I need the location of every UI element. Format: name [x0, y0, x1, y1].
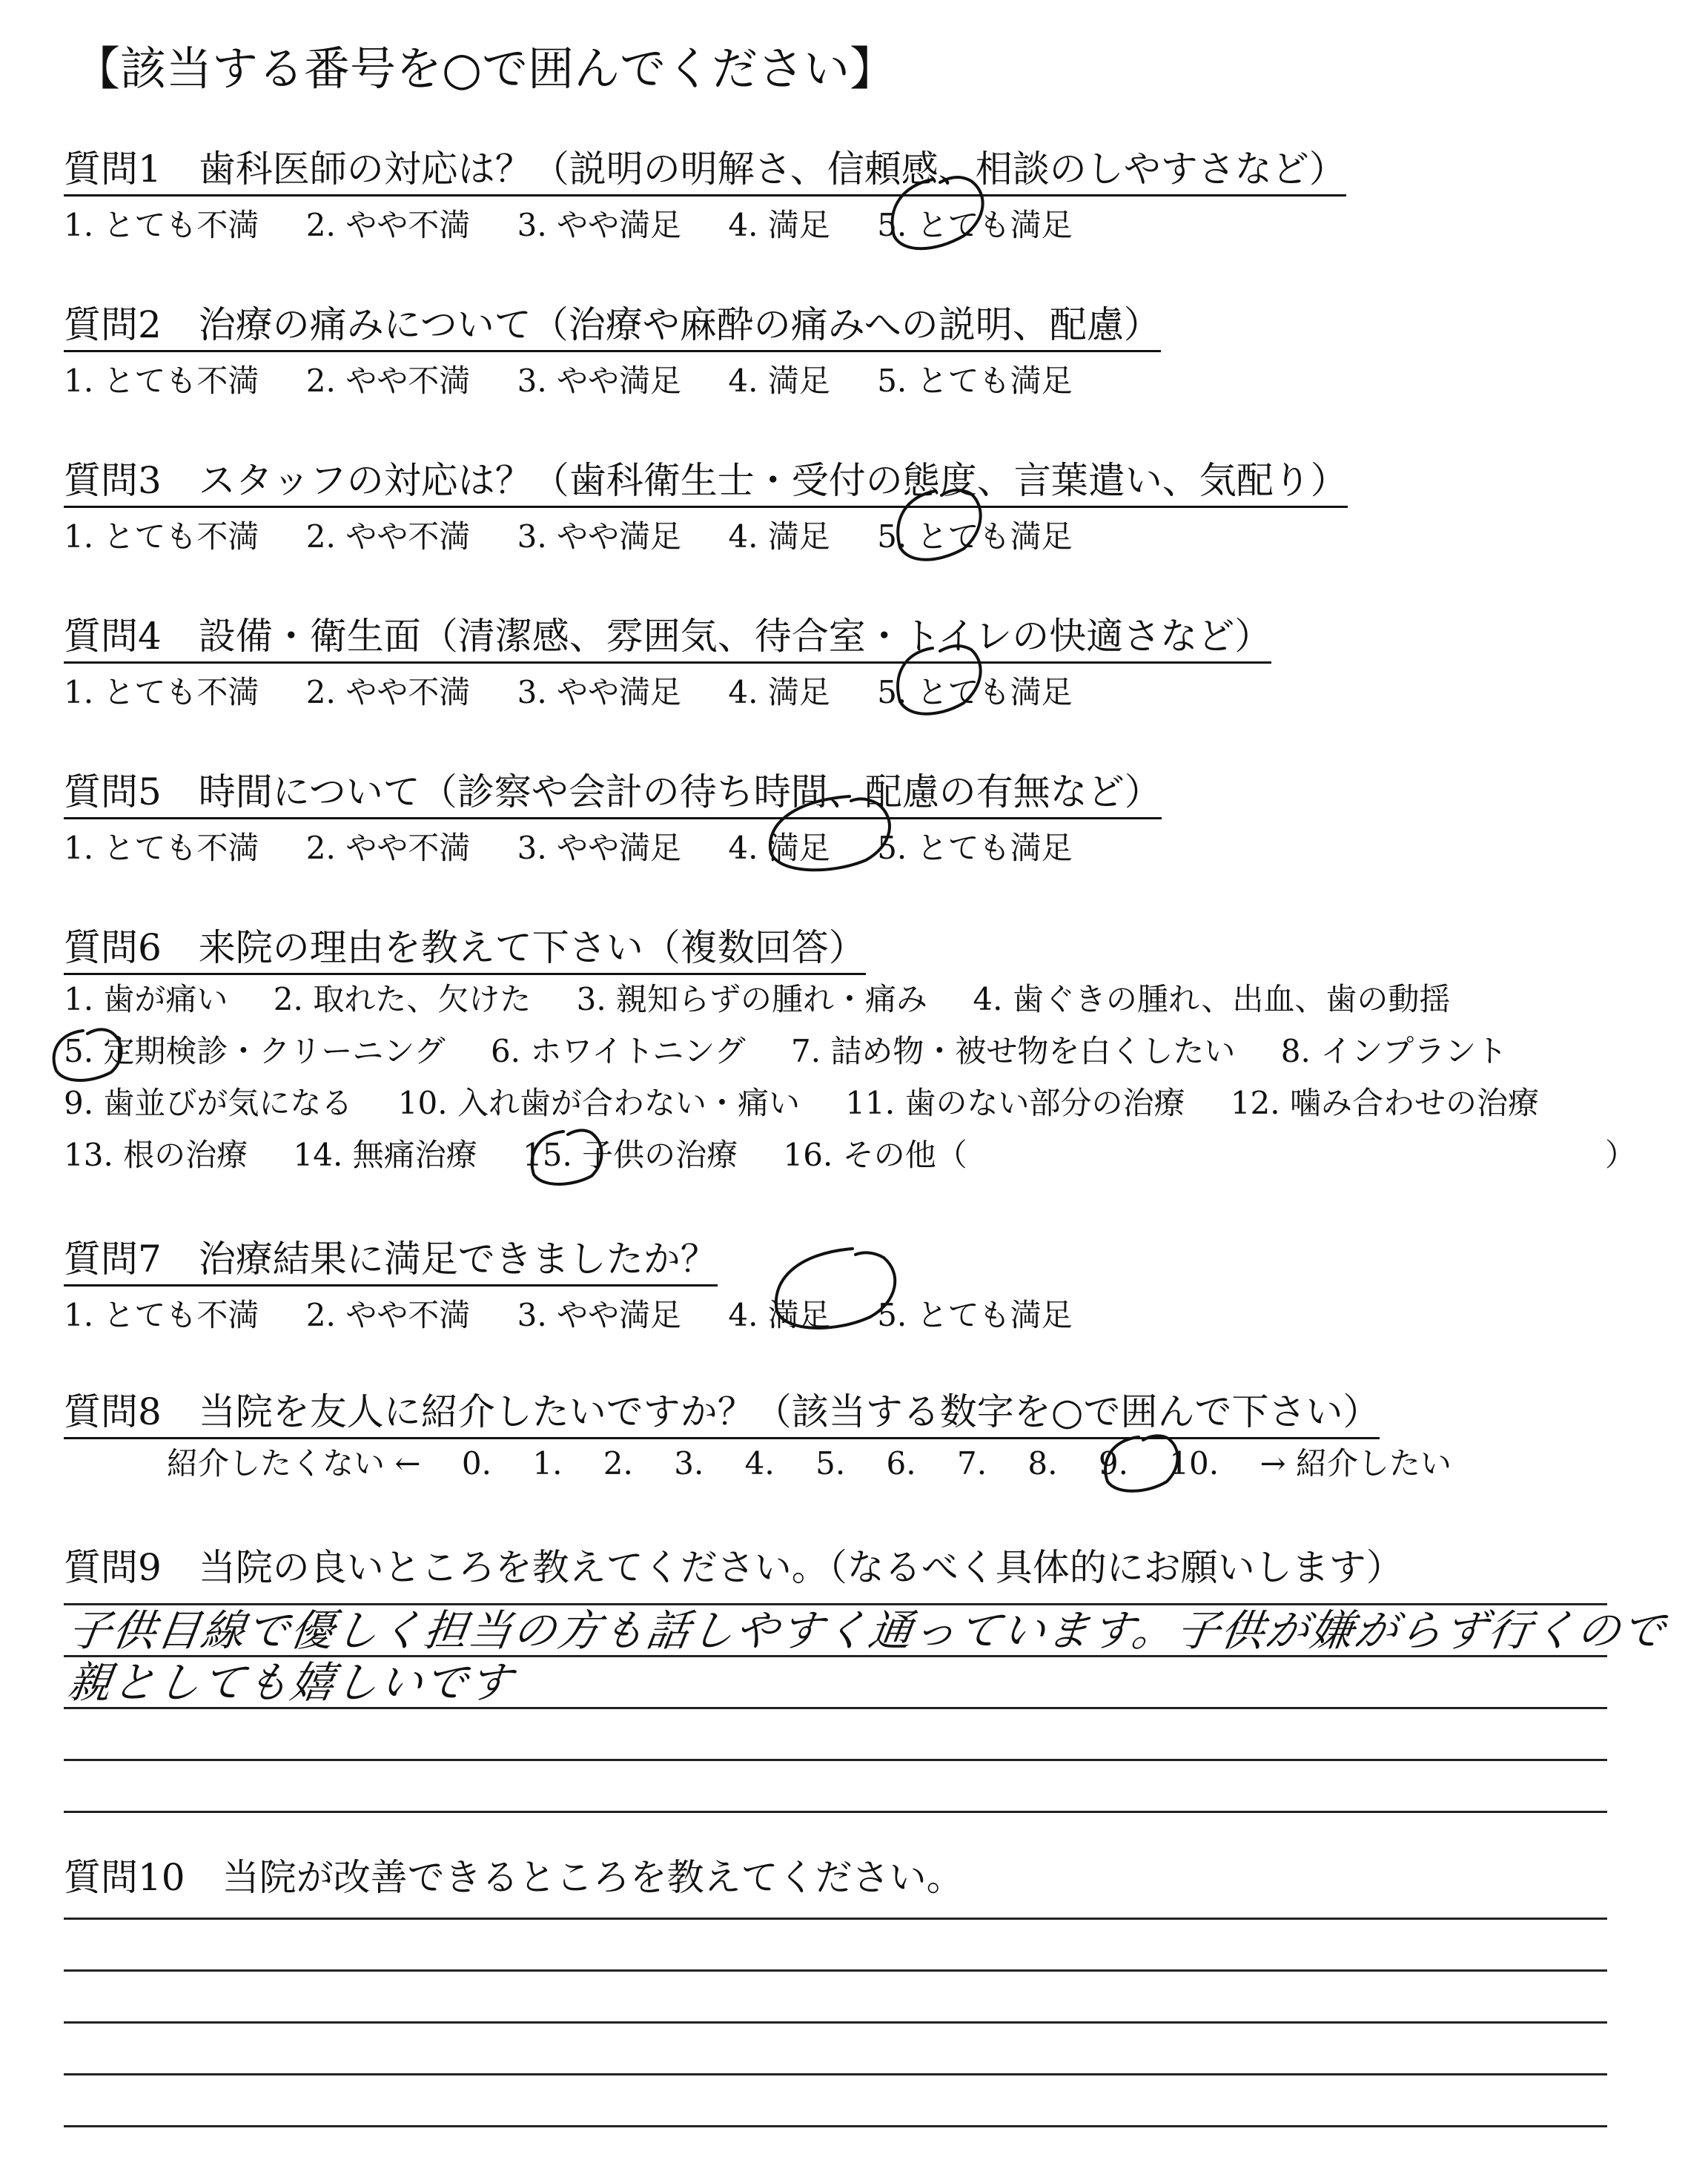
q6-reason-5[interactable]: 5. 定期検診・クリーニング [64, 1033, 446, 1069]
q7-option-2[interactable]: 2. やや不満 [305, 1297, 471, 1333]
q9-answer-line-5[interactable] [64, 1811, 1607, 1813]
q6-reason-11[interactable]: 11. 歯のない部分の治療 [845, 1085, 1185, 1121]
question-10-title: 質問10 当院が改善できるところを教えてください。 [64, 1856, 964, 1899]
q1-option-5[interactable]: 5. とても満足 [877, 207, 1073, 243]
q9-handwritten-answer-line-2: 親としても嬉しいです [64, 1657, 517, 1708]
q1-option-2[interactable]: 2. やや不満 [305, 207, 471, 243]
q8-scale-1[interactable]: 1. [532, 1445, 563, 1482]
q4-option-4[interactable]: 4. 満足 [728, 674, 830, 710]
q2-option-3[interactable]: 3. やや満足 [517, 363, 682, 399]
q6-reason-6[interactable]: 6. ホワイトニング [490, 1033, 746, 1069]
q6-reason-4[interactable]: 4. 歯ぐきの腫れ、出血、歯の動揺 [973, 981, 1451, 1017]
q6-other-close-paren: ） [1605, 1137, 1637, 1173]
q7-option-4[interactable]: 4. 満足 [728, 1297, 830, 1333]
q10-answer-line-4[interactable] [64, 2073, 1607, 2075]
q5-option-3[interactable]: 3. やや満足 [517, 830, 682, 866]
q5-option-2[interactable]: 2. やや不満 [305, 830, 471, 866]
page-title: 【該当する番号を○で囲んでください】 [74, 42, 896, 96]
question-6-title: 質問6 来院の理由を教えて下さい（複数回答） [64, 924, 866, 975]
q4-option-1[interactable]: 1. とても不満 [64, 674, 259, 710]
question-9-title: 質問9 当院の良いところを教えてください。（なるべく具体的にお願いします） [64, 1546, 1403, 1589]
q6-reason-15[interactable]: 15. 子供の治療 [523, 1137, 738, 1173]
q6-reason-14[interactable]: 14. 無痛治療 [293, 1137, 477, 1173]
q3-option-3[interactable]: 3. やや満足 [517, 518, 682, 555]
q8-scale-low-label: 紹介したくない ← [167, 1445, 421, 1482]
q6-reason-1[interactable]: 1. 歯が痛い [64, 981, 228, 1017]
question-7-title: 質問7 治療結果に満足できましたか？ [64, 1235, 718, 1287]
q1-option-1[interactable]: 1. とても不満 [64, 207, 259, 243]
q8-scale-2[interactable]: 2. [603, 1445, 633, 1482]
question-5-options [64, 826, 1110, 871]
question-6-reason-row-3 [64, 1081, 1575, 1126]
q6-reason-2[interactable]: 2. 取れた、欠けた [273, 981, 532, 1017]
q6-reason-8[interactable]: 8. インプラント [1280, 1033, 1508, 1069]
q3-option-5[interactable]: 5. とても満足 [877, 518, 1073, 555]
q5-option-1[interactable]: 1. とても不満 [64, 830, 259, 866]
q8-scale-4[interactable]: 4. [744, 1445, 775, 1482]
q6-reason-3[interactable]: 3. 親知らずの腫れ・痛み [576, 981, 928, 1017]
q9-handwritten-answer-line-1: 子供目線で優しく担当の方も話しやすく通っています。子供が嫌がらず行くので [64, 1605, 1670, 1656]
q2-option-1[interactable]: 1. とても不満 [64, 363, 259, 399]
q10-answer-line-2[interactable] [64, 1969, 1607, 1972]
question-6-reason-row-1 [64, 977, 1486, 1022]
question-8-title: 質問8 当院を友人に紹介したいですか？（該当する数字を○で囲んで下さい） [64, 1388, 1380, 1439]
q7-option-5[interactable]: 5. とても満足 [877, 1297, 1073, 1333]
q6-reason-12[interactable]: 12. 噛み合わせの治療 [1230, 1085, 1539, 1121]
q2-option-2[interactable]: 2. やや不満 [305, 363, 471, 399]
q2-option-5[interactable]: 5. とても満足 [877, 363, 1073, 399]
q1-option-4[interactable]: 4. 満足 [728, 207, 830, 243]
q8-scale-6[interactable]: 6. [886, 1445, 916, 1482]
question-3-options [64, 515, 1110, 559]
question-2-options [64, 359, 1110, 403]
q8-scale-3[interactable]: 3. [674, 1445, 704, 1482]
question-4-title: 質問4 設備・衛生面（清潔感、雰囲気、待合室・トイレの快適さなど） [64, 612, 1271, 664]
q6-reason-10[interactable]: 10. 入れ歯が合わない・痛い [397, 1085, 800, 1121]
question-4-options [64, 670, 1110, 715]
q8-scale-10[interactable]: 10. [1169, 1445, 1219, 1482]
q3-option-1[interactable]: 1. とても不満 [64, 518, 259, 555]
q5-option-5[interactable]: 5. とても満足 [877, 830, 1073, 866]
q4-option-5[interactable]: 5. とても満足 [877, 674, 1073, 710]
q6-reason-7[interactable]: 7. 詰め物・被せ物を白くしたい [790, 1033, 1236, 1069]
q6-reason-9[interactable]: 9. 歯並びが気になる [64, 1085, 353, 1121]
question-1-options [64, 203, 1110, 248]
q7-option-1[interactable]: 1. とても不満 [64, 1297, 259, 1333]
question-7-options [64, 1293, 1110, 1338]
q8-scale-7[interactable]: 7. [956, 1445, 987, 1482]
question-2-title: 質問2 治療の痛みについて（治療や麻酔の痛みへの説明、配慮） [64, 301, 1161, 352]
q7-option-3[interactable]: 3. やや満足 [517, 1297, 682, 1333]
q8-scale-0[interactable]: 0. [461, 1445, 491, 1482]
q8-scale-8[interactable]: 8. [1027, 1445, 1058, 1482]
question-5-title: 質問5 時間について（診察や会計の待ち時間、配慮の有無など） [64, 768, 1162, 819]
question-3-title: 質問3 スタッフの対応は？（歯科衛生士・受付の態度、言葉遣い、気配り） [64, 457, 1348, 508]
question-1-title: 質問1 歯科医師の対応は？（説明の明解さ、信頼感、相談のしやすさなど） [64, 145, 1346, 196]
q6-reason-13[interactable]: 13. 根の治療 [64, 1137, 248, 1173]
q6-reason-16[interactable]: 16. その他（ [783, 1137, 967, 1173]
q3-option-2[interactable]: 2. やや不満 [305, 518, 471, 555]
q2-option-4[interactable]: 4. 満足 [728, 363, 830, 399]
q8-scale-high-label: → 紹介したい [1260, 1445, 1452, 1482]
question-6-reason-row-4 [64, 1133, 1003, 1178]
q9-answer-line-4[interactable] [64, 1759, 1607, 1761]
q10-answer-line-5[interactable] [64, 2125, 1607, 2127]
q10-answer-line-1[interactable] [64, 1918, 1607, 1920]
q8-scale-5[interactable]: 5. [815, 1445, 846, 1482]
q5-option-4[interactable]: 4. 満足 [728, 830, 830, 866]
question-6-reason-row-2 [64, 1029, 1543, 1074]
q4-option-2[interactable]: 2. やや不満 [305, 674, 471, 710]
q10-answer-line-3[interactable] [64, 2021, 1607, 2024]
q8-scale-9[interactable]: 9. [1098, 1445, 1128, 1482]
question-8-scale [167, 1441, 1452, 1486]
q1-option-3[interactable]: 3. やや満足 [517, 207, 682, 243]
q4-option-3[interactable]: 3. やや満足 [517, 674, 682, 710]
q3-option-4[interactable]: 4. 満足 [728, 518, 830, 555]
